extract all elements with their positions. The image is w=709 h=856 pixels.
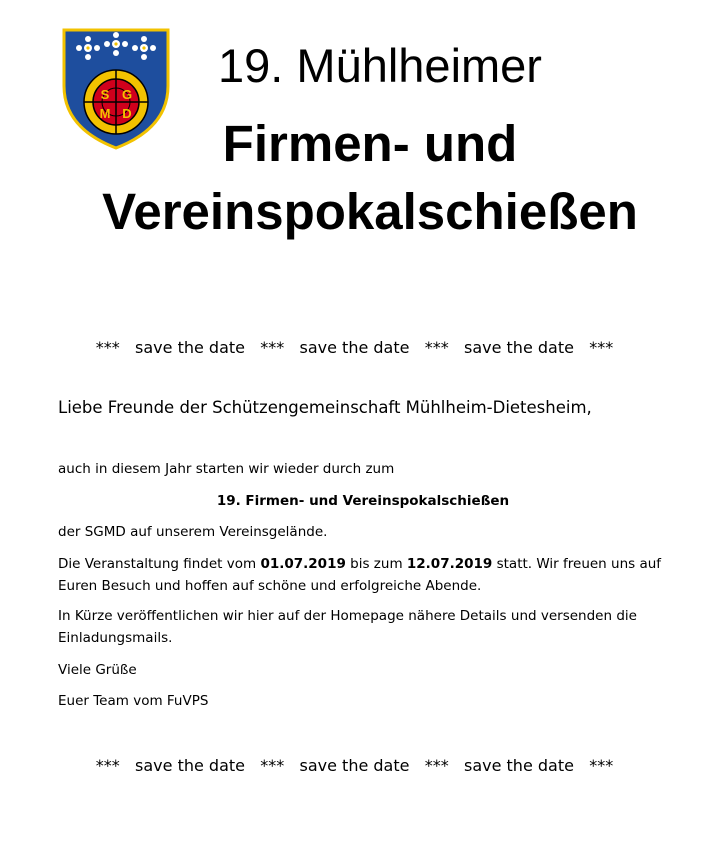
- crest-letter-m: M: [99, 106, 111, 121]
- date-end: 12.07.2019: [406, 556, 493, 572]
- crest-letter-g: G: [121, 87, 133, 102]
- dates-middle: bis zum: [345, 556, 407, 572]
- crest-letter-d: D: [122, 106, 132, 121]
- date-start: 01.07.2019: [260, 556, 346, 572]
- location-line: der SGMD auf unserem Vereinsgelände.: [58, 524, 328, 540]
- intro-line: auch in diesem Jahr starten wir wieder durch zum: [58, 461, 395, 477]
- dates-paragraph: [58, 553, 668, 597]
- save-the-date-banner-top: *** save the date *** save the date *** save the date ***: [95, 338, 614, 357]
- info-paragraph: In Kürze veröffentlichen wir hier auf der Homepage nähere Details und versenden die Einladungsmails.: [58, 608, 637, 646]
- greeting: Liebe Freunde der Schützengemeinschaft Mühlheim-Dietesheim,: [58, 398, 592, 417]
- title-line-2: Firmen- und: [222, 115, 518, 172]
- crest-letter-s: S: [100, 87, 110, 102]
- signature: Euer Team vom FuVPS: [58, 693, 209, 709]
- title-line-1: 19. Mühlheimer: [218, 39, 542, 92]
- event-name: 19. Firmen- und Vereinspokalschießen: [216, 493, 510, 509]
- dates-suffix: statt. Wir freuen uns auf Euren Besuch und hoffen auf schöne und erfolgreiche Abende.: [58, 556, 662, 594]
- dates-prefix: Die Veranstaltung findet vom: [58, 556, 261, 572]
- title-line-3: Vereinspokalschießen: [102, 183, 638, 240]
- closing: Viele Grüße: [58, 662, 137, 678]
- save-the-date-banner-bottom: *** save the date *** save the date *** save the date ***: [95, 756, 614, 775]
